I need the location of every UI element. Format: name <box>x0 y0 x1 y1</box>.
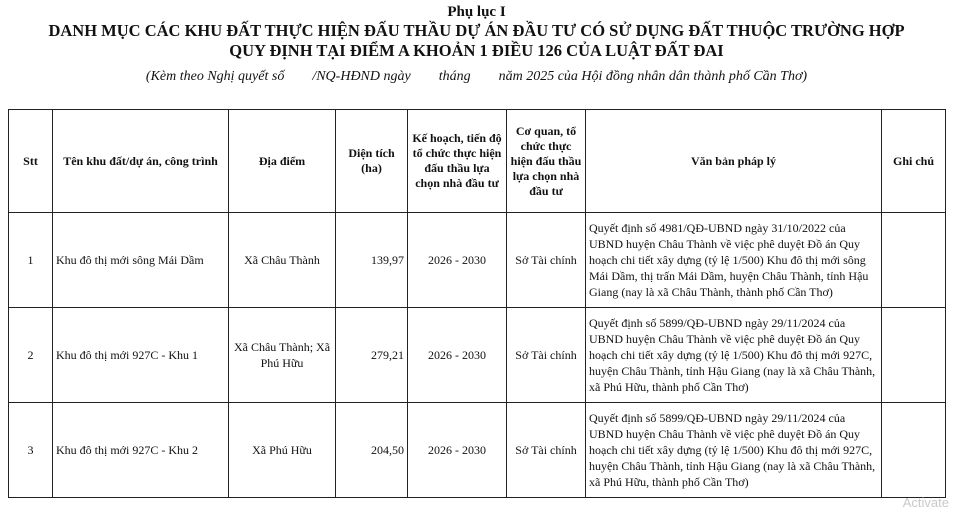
column-header-legal: Văn bản pháp lý <box>586 110 882 213</box>
column-header-plan: Kế hoạch, tiến độ tổ chức thực hiện đấu thầu lựa chọn nhà đầu tư <box>408 110 507 213</box>
cell-location: Xã Châu Thành; Xã Phú Hữu <box>229 308 336 403</box>
cell-location: Xã Châu Thành <box>229 213 336 308</box>
os-activation-watermark: Activate <box>902 495 949 510</box>
cell-location: Xã Phú Hữu <box>229 403 336 498</box>
cell-plan: 2026 - 2030 <box>408 213 507 308</box>
column-header-agency: Cơ quan, tổ chức thực hiện đấu thầu lựa chọn nhà đầu tư <box>507 110 586 213</box>
cell-name: Khu đô thị mới sông Mái Dầm <box>53 213 229 308</box>
cell-stt: 2 <box>9 308 53 403</box>
cell-legal: Quyết định số 4981/QĐ-UBND ngày 31/10/2022 của UBND huyện Châu Thành về việc phê duyệt Đồ án Quy hoạch chi tiết xây dựng (tỷ lệ 1/500) Khu đô thị mới sông Mái Dầm, thị trấn Mái Dầm, huyện Châu Thành, tỉnh Hậu Giang (nay là xã Châu Thành, thành phố Cần Thơ) <box>586 213 882 308</box>
cell-plan: 2026 - 2030 <box>408 403 507 498</box>
cell-legal: Quyết định số 5899/QĐ-UBND ngày 29/11/2024 của UBND huyện Châu Thành về việc phê duyệt Đồ án Quy hoạch chi tiết xây dựng (tỷ lệ 1/500) Khu đô thị mới 927C, huyện Châu Thành, tỉnh Hậu Giang (nay là xã Châu Thành, xã Phú Hữu, thành phố Cần Thơ) <box>586 308 882 403</box>
cell-stt: 1 <box>9 213 53 308</box>
cell-area: 139,97 <box>336 213 408 308</box>
table-header-row <box>9 110 946 213</box>
document-subtitle: (Kèm theo Nghị quyết số /NQ-HĐND ngày tháng năm 2025 của Hội đồng nhân dân thành phố Cần Thơ) <box>145 69 808 84</box>
cell-area: 204,50 <box>336 403 408 498</box>
cell-note <box>882 308 946 403</box>
column-header-note: Ghi chú <box>882 110 946 213</box>
cell-legal: Quyết định số 5899/QĐ-UBND ngày 29/11/2024 của UBND huyện Châu Thành về việc phê duyệt Đồ án Quy hoạch chi tiết xây dựng (tỷ lệ 1/500) Khu đô thị mới 927C, huyện Châu Thành, tỉnh Hậu Giang (nay là xã Châu Thành, xã Phú Hữu, thành phố Cần Thơ) <box>586 403 882 498</box>
table-row <box>9 403 946 498</box>
cell-note <box>882 403 946 498</box>
table-row <box>9 213 946 308</box>
cell-plan: 2026 - 2030 <box>408 308 507 403</box>
land-plot-table <box>8 109 946 498</box>
column-header-name: Tên khu đất/dự án, công trình <box>53 110 229 213</box>
cell-area: 279,21 <box>336 308 408 403</box>
appendix-label: Phụ lục I <box>447 4 506 20</box>
table-row <box>9 308 946 403</box>
cell-note <box>882 213 946 308</box>
column-header-stt: Stt <box>9 110 53 213</box>
document-title-line2: QUY ĐỊNH TẠI ĐIỂM A KHOẢN 1 ĐIỀU 126 CỦA LUẬT ĐẤT ĐAI <box>229 41 724 60</box>
cell-agency: Sở Tài chính <box>507 403 586 498</box>
cell-agency: Sở Tài chính <box>507 308 586 403</box>
cell-agency: Sở Tài chính <box>507 213 586 308</box>
column-header-area: Diện tích (ha) <box>336 110 408 213</box>
cell-name: Khu đô thị mới 927C - Khu 1 <box>53 308 229 403</box>
cell-name: Khu đô thị mới 927C - Khu 2 <box>53 403 229 498</box>
column-header-location: Địa điểm <box>229 110 336 213</box>
document-header <box>0 4 953 85</box>
document-title-line1: DANH MỤC CÁC KHU ĐẤT THỰC HIỆN ĐẤU THẦU DỰ ÁN ĐẦU TƯ CÓ SỬ DỤNG ĐẤT THUỘC TRƯỜNG HỢP <box>48 21 905 40</box>
cell-stt: 3 <box>9 403 53 498</box>
